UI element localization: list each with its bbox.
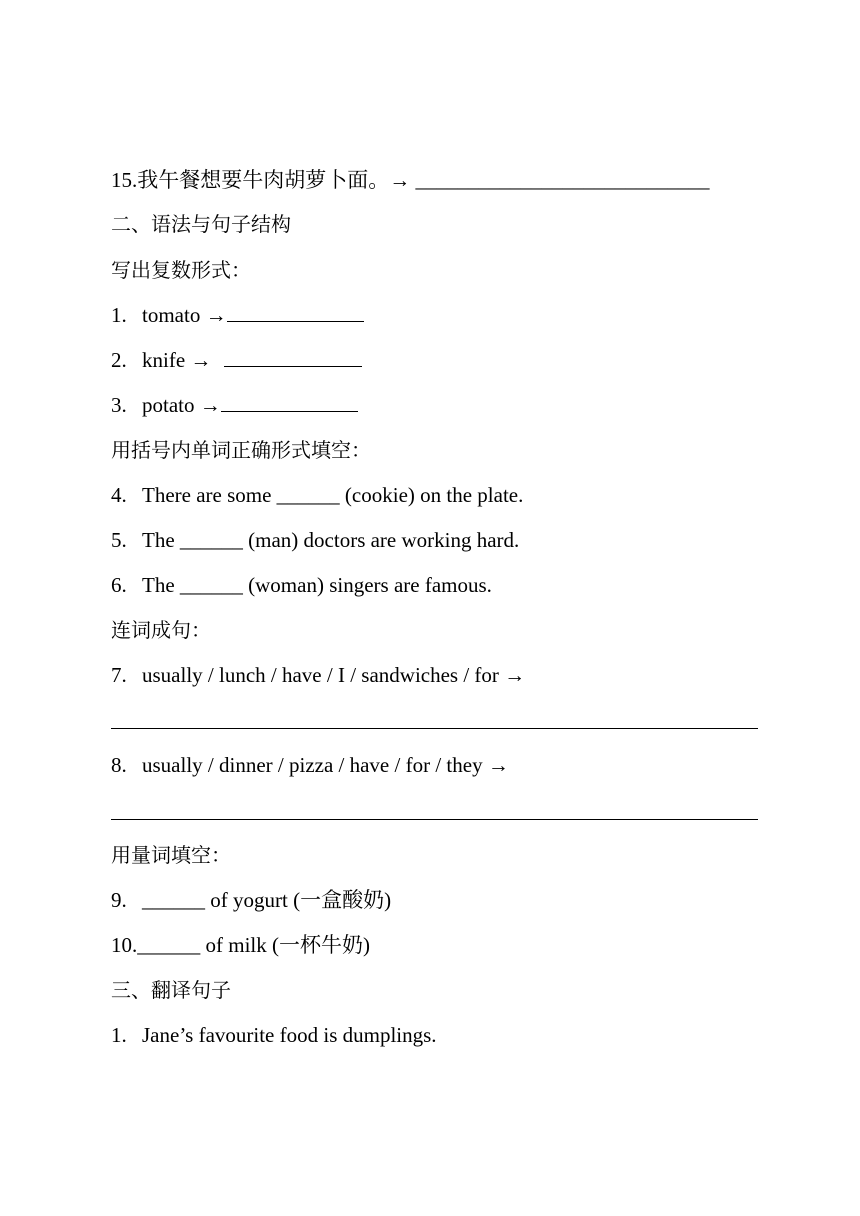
item-number: 5. [111, 528, 127, 552]
translate-item-1-text: Jane’s favourite food is dumplings. [142, 1023, 437, 1047]
measure-item-10 [111, 931, 758, 959]
order-item-7-text: usually / lunch / have / I / sandwiches / for → [142, 663, 526, 687]
item-number: 9. [111, 888, 127, 912]
fill-item-6 [111, 571, 758, 599]
fill-item-6-text: The ______ (woman) singers are famous. [142, 573, 492, 597]
order-item-8-text: usually / dinner / pizza / have / for / they → [142, 753, 509, 777]
measure-instruction: 用量词填空： [111, 843, 231, 867]
order-item-8 [111, 751, 758, 779]
translate-item-1 [111, 1021, 758, 1049]
plural-item-1-text: tomato → [142, 303, 227, 327]
plural-item-1 [111, 301, 758, 329]
question-15-text: 15.我午餐想要牛肉胡萝卜面。→ ____________________________ [111, 168, 710, 192]
section-2-title: 二、语法与句子结构 [111, 212, 291, 236]
measure-item-10-text: ______ of milk (一杯牛奶) [137, 933, 370, 957]
item-number: 1. [111, 1023, 127, 1047]
plural-item-2 [111, 346, 758, 374]
fill-item-5-text: The ______ (man) doctors are working hard. [142, 528, 520, 552]
item-number: 8. [111, 753, 127, 777]
fill-instruction: 用括号内单词正确形式填空： [111, 438, 371, 462]
question-15 [111, 166, 758, 194]
measure-item-9-text: ______ of yogurt (一盒酸奶) [142, 888, 392, 912]
plural-instruction: 写出复数形式： [111, 258, 251, 282]
answer-blank [224, 346, 362, 367]
plural-item-3-text: potato → [142, 393, 221, 417]
measure-item-9 [111, 886, 758, 914]
fill-item-4-text: There are some ______ (cookie) on the plate. [142, 483, 524, 507]
section-3-title: 三、翻译句子 [111, 978, 231, 1002]
item-number: 10. [111, 933, 138, 957]
order-instruction: 连词成句： [111, 618, 211, 642]
plural-item-3 [111, 391, 758, 419]
item-number: 2. [111, 348, 127, 372]
fill-item-5 [111, 526, 758, 554]
answer-line-8 [111, 819, 758, 820]
item-number: 1. [111, 303, 127, 327]
item-number: 6. [111, 573, 127, 597]
answer-line-7 [111, 728, 758, 729]
order-item-7 [111, 661, 758, 689]
fill-item-4 [111, 481, 758, 509]
answer-blank [221, 391, 358, 412]
item-number: 4. [111, 483, 127, 507]
answer-blank [227, 301, 364, 322]
item-number: 3. [111, 393, 127, 417]
item-number: 7. [111, 663, 127, 687]
plural-item-2-text: knife → [142, 348, 217, 372]
